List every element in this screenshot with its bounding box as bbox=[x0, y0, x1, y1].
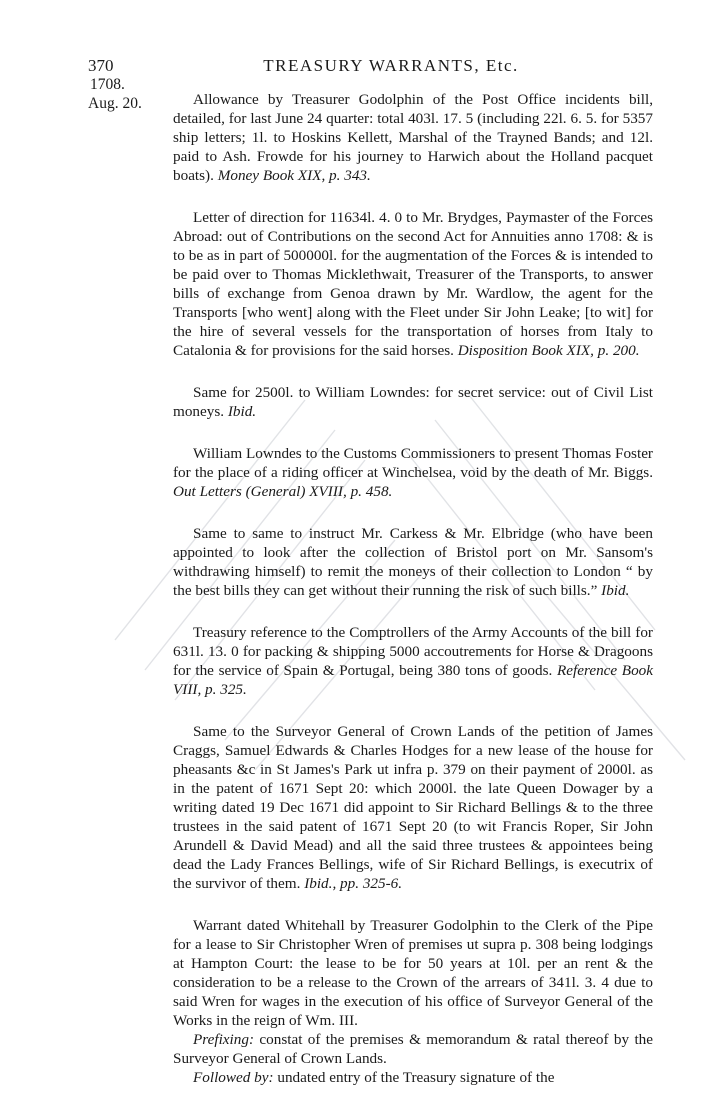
entry-reference: Out Letters (General) XVIII, p. 458. bbox=[173, 483, 393, 500]
page-number: 370 bbox=[88, 56, 114, 75]
sub-entry-label: Prefixing: bbox=[193, 1031, 255, 1048]
margin-date: Aug. 20. bbox=[88, 95, 142, 112]
entry-reference: Ibid., pp. 325-6. bbox=[304, 875, 403, 892]
entry-paragraph bbox=[173, 524, 653, 600]
entry-text: Treasury reference to the Comptrollers of the Army Accounts of the bill for 631l. 13. 0 for packing & shipping 5000 accoutrements for Horse & Dragoons for the service of Spain & Portugal, being 380 tons of goods. bbox=[173, 624, 653, 679]
entry-paragraph bbox=[173, 916, 653, 1030]
entry-text: William Lowndes to the Customs Commissioners to present Thomas Foster for the place of a riding officer at Winchelsea, void by the death of Mr. Biggs. bbox=[173, 445, 653, 481]
entry-paragraph bbox=[173, 383, 653, 421]
entry-reference: Ibid. bbox=[227, 403, 257, 420]
entry-text: Same for 2500l. to William Lowndes: for secret service: out of Civil List moneys. bbox=[173, 384, 653, 420]
entry-paragraph bbox=[173, 208, 653, 360]
entry-paragraph bbox=[173, 722, 653, 893]
sub-entry-paragraph bbox=[173, 1030, 653, 1068]
entries-column bbox=[173, 90, 653, 1087]
entry-paragraph bbox=[173, 623, 653, 699]
entry-paragraph bbox=[173, 90, 653, 185]
entry-reference: Ibid. bbox=[601, 582, 630, 599]
entry-text: Same to same to instruct Mr. Carkess & Mr. Elbridge (who have been appointed to look after the collection of Bristol port on Mr. Sansom's withdrawing himself) to remit the moneys of their collection to London “ by the best bills they can get without their running the risk of such bills.” bbox=[173, 525, 653, 599]
entry-text: Warrant dated Whitehall by Treasurer Godolphin to the Clerk of the Pipe for a lease to Sir Christopher Wren of premises ut supra p. 308 being lodgings at Hampton Court: the lease to be for 50 years at 10l. per an rent & the consideration to be a release to the Crown of the arrears of 341l. 3. 4 due to said Wren for wages in the execution of his office of Surveyor General of the Works in the reign of Wm. III. bbox=[173, 917, 653, 1029]
entry-text: Letter of direction for 11634l. 4. 0 to Mr. Brydges, Paymaster of the Forces Abroad: out of Contributions on the second Act for Annuities anno 1708: & is to be as in part of 500000l. for the augmentation of the Forces & is intended to be paid over to Thomas Micklethwait, Treasurer of the Transports, to answer bills of exchange from Genoa drawn by Mr. Wardlow, the agent for the Transports [who went] along with the Fleet under Sir John Leake; [to wit] for the hire of several vessels for the transportation of horses from Italy to Catalonia & for provisions for the said horses. bbox=[173, 209, 653, 359]
margin-year: 1708. bbox=[90, 76, 125, 93]
page-header bbox=[0, 48, 727, 93]
entry-reference: Disposition Book XIX, p. 200. bbox=[457, 342, 640, 359]
entry-reference: Reference Book VIII, p. 325. bbox=[173, 662, 653, 698]
sub-entry-paragraph bbox=[173, 1068, 653, 1087]
sub-entry-text: constat of the premises & memorandum & ratal thereof by the Surveyor General of Crown Lands. bbox=[173, 1031, 654, 1067]
entry-text: Same to the Surveyor General of Crown Lands of the petition of James Craggs, Samuel Edwards & Charles Hodges for a new lease of the house for pheasants &c in St James's Park ut infra p. 379 on their payment of 2000l. as in the patent of 1671 Sept 20: which 2000l. the late Queen Dowager by a writing dated 19 Dec 1671 did appoint to Sir Richard Bellings & to the three trustees in the said patent of 1671 Sept 20 (to wit Francis Roper, Sir John Arundell & David Mead) and all the said three trustees & appointees being dead the Lady Frances Bellings, wife of Sir Richard Bellings, is executrix of the survivor of them. bbox=[173, 723, 653, 892]
entry-text: Allowance by Treasurer Godolphin of the Post Office incidents bill, detailed, for last June 24 quarter: total 403l. 17. 5 (including 22l. 6. 5. for 5357 ship letters; 1l. to Hoskins Kellett, Marshal of the Trayned Bands; and 12l. paid to Ash. Frowde for his journey to Harwich about the Holland pacquet boats). bbox=[173, 91, 653, 184]
entry-paragraph bbox=[173, 444, 653, 501]
running-title: TREASURY WARRANTS, Etc. bbox=[263, 56, 519, 75]
entry-reference: Money Book XIX, p. 343. bbox=[217, 167, 371, 184]
sub-entry-label: Followed by: bbox=[193, 1069, 274, 1086]
sub-entry-text: undated entry of the Treasury signature of the bbox=[277, 1069, 555, 1086]
